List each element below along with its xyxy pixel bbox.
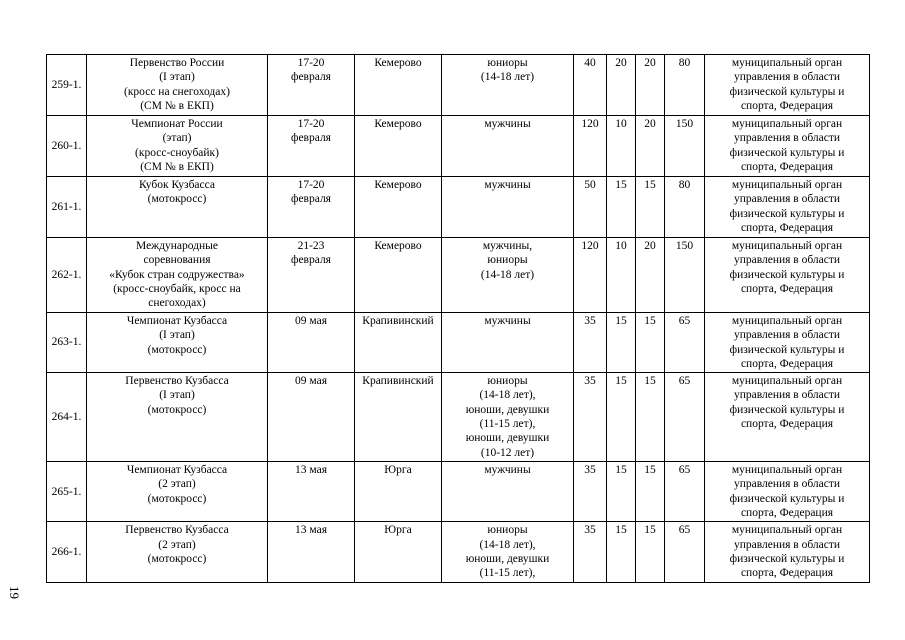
event-dates: 09 мая (268, 373, 355, 462)
event-place: Кемерово (355, 238, 442, 313)
count-total: 150 (665, 116, 705, 177)
count-1: 120 (574, 116, 607, 177)
count-1: 35 (574, 313, 607, 373)
event-dates: 13 мая (268, 462, 355, 522)
organizer: муниципальный орган управления в области физической культуры и спорта, Федерация (705, 522, 870, 582)
count-3: 15 (636, 177, 665, 238)
row-number: 264-1. (47, 373, 87, 462)
count-3: 15 (636, 313, 665, 373)
event-name: Чемпионат России (этап) (кросс-сноубайк) (СМ № в ЕКП) (87, 116, 268, 177)
table-row (47, 462, 870, 522)
event-name: Чемпионат Кузбасса (I этап) (мотокросс) (87, 313, 268, 373)
participants: мужчины (442, 177, 574, 238)
count-3: 15 (636, 462, 665, 522)
count-total: 65 (665, 522, 705, 582)
organizer: муниципальный орган управления в области физической культуры и спорта, Федерация (705, 55, 870, 116)
count-2: 10 (607, 116, 636, 177)
participants: мужчины (442, 462, 574, 522)
count-2: 15 (607, 313, 636, 373)
count-1: 35 (574, 462, 607, 522)
participants: мужчины, юниоры (14-18 лет) (442, 238, 574, 313)
row-number: 266-1. (47, 522, 87, 582)
count-3: 20 (636, 55, 665, 116)
event-dates: 17-20 февраля (268, 177, 355, 238)
count-3: 15 (636, 373, 665, 462)
table-row (47, 238, 870, 313)
table-row (47, 116, 870, 177)
event-name: Чемпионат Кузбасса (2 этап) (мотокросс) (87, 462, 268, 522)
participants: юниоры (14-18 лет), юноши, девушки (11-15 лет), (442, 522, 574, 582)
event-place: Кемерово (355, 116, 442, 177)
count-1: 35 (574, 373, 607, 462)
count-2: 20 (607, 55, 636, 116)
table-row (47, 522, 870, 582)
table-row (47, 373, 870, 462)
organizer: муниципальный орган управления в области физической культуры и спорта, Федерация (705, 462, 870, 522)
participants: юниоры (14-18 лет) (442, 55, 574, 116)
count-total: 65 (665, 373, 705, 462)
count-2: 15 (607, 373, 636, 462)
event-place: Крапивинский (355, 373, 442, 462)
count-1: 35 (574, 522, 607, 582)
event-place: Кемерово (355, 55, 442, 116)
event-name: Международные соревнования «Кубок стран содружества» (кросс-сноубайк, кросс на снегоходах) (87, 238, 268, 313)
event-name: Первенство Кузбасса (I этап) (мотокросс) (87, 373, 268, 462)
count-1: 120 (574, 238, 607, 313)
event-name: Кубок Кузбасса (мотокросс) (87, 177, 268, 238)
event-dates: 09 мая (268, 313, 355, 373)
row-number: 265-1. (47, 462, 87, 522)
organizer: муниципальный орган управления в области физической культуры и спорта, Федерация (705, 238, 870, 313)
count-total: 150 (665, 238, 705, 313)
count-2: 10 (607, 238, 636, 313)
organizer: муниципальный орган управления в области физической культуры и спорта, Федерация (705, 177, 870, 238)
row-number: 259-1. (47, 55, 87, 116)
row-number: 262-1. (47, 238, 87, 313)
table-row (47, 177, 870, 238)
event-place: Юрга (355, 522, 442, 582)
event-dates: 17-20 февраля (268, 116, 355, 177)
event-dates: 21-23 февраля (268, 238, 355, 313)
table-row (47, 55, 870, 116)
count-total: 65 (665, 462, 705, 522)
participants: мужчины (442, 116, 574, 177)
organizer: муниципальный орган управления в области физической культуры и спорта, Федерация (705, 373, 870, 462)
count-3: 20 (636, 116, 665, 177)
row-number: 260-1. (47, 116, 87, 177)
count-total: 65 (665, 313, 705, 373)
page-number: 19 (7, 586, 22, 599)
events-table (46, 54, 870, 583)
organizer: муниципальный орган управления в области физической культуры и спорта, Федерация (705, 313, 870, 373)
row-number: 261-1. (47, 177, 87, 238)
count-2: 15 (607, 462, 636, 522)
event-name: Первенство России (I этап) (кросс на снегоходах) (СМ № в ЕКП) (87, 55, 268, 116)
count-total: 80 (665, 177, 705, 238)
count-1: 40 (574, 55, 607, 116)
event-dates: 17-20 февраля (268, 55, 355, 116)
count-2: 15 (607, 522, 636, 582)
row-number: 263-1. (47, 313, 87, 373)
count-3: 15 (636, 522, 665, 582)
event-place: Кемерово (355, 177, 442, 238)
participants: мужчины (442, 313, 574, 373)
event-dates: 13 мая (268, 522, 355, 582)
count-total: 80 (665, 55, 705, 116)
participants: юниоры (14-18 лет), юноши, девушки (11-15 лет), юноши, девушки (10-12 лет) (442, 373, 574, 462)
count-1: 50 (574, 177, 607, 238)
count-2: 15 (607, 177, 636, 238)
event-place: Крапивинский (355, 313, 442, 373)
organizer: муниципальный орган управления в области физической культуры и спорта, Федерация (705, 116, 870, 177)
event-name: Первенство Кузбасса (2 этап) (мотокросс) (87, 522, 268, 582)
event-place: Юрга (355, 462, 442, 522)
table-row (47, 313, 870, 373)
count-3: 20 (636, 238, 665, 313)
